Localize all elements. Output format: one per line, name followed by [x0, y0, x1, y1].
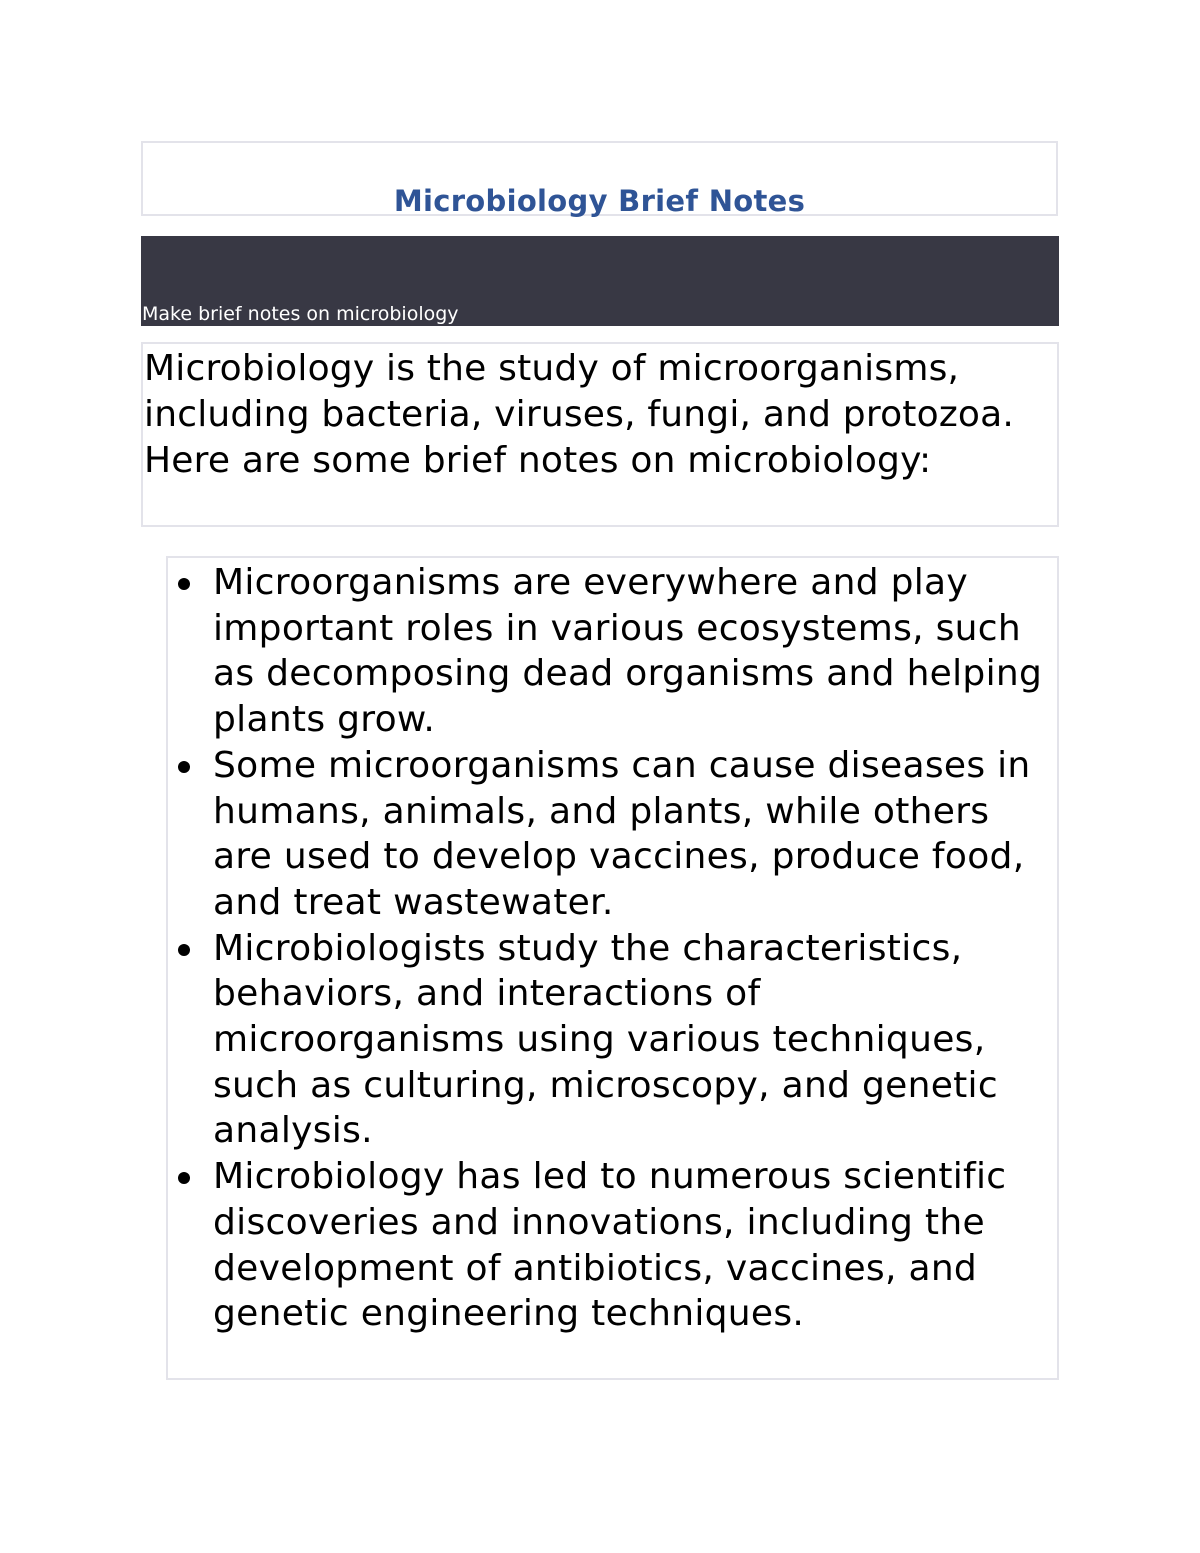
document-title: Microbiology Brief Notes: [393, 184, 806, 218]
bullet-icon: [178, 944, 190, 956]
list-item: [168, 1154, 1057, 1337]
prompt-text: Make brief notes on microbiology: [142, 303, 459, 325]
bullet-icon: [178, 578, 190, 590]
list-item: [168, 743, 1057, 926]
list-item: [168, 926, 1057, 1155]
list-item: [168, 560, 1057, 743]
notes-box: [166, 556, 1059, 1380]
intro-box: [141, 342, 1059, 527]
intro-paragraph: Microbiology is the study of microorganisms, including bacteria, viruses, fungi, and protozoa. Here are some brief notes on microbiology:: [144, 348, 1015, 481]
title-box: [141, 141, 1058, 216]
note-text: Microbiologists study the characteristics, behaviors, and interactions of microorganisms using various techniques, such as culturing, microscopy, and genetic analysis.: [213, 927, 998, 1152]
note-text: Some microorganisms can cause diseases in humans, animals, and plants, while others are used to develop vaccines, produce food, and treat wastewater.: [213, 744, 1031, 923]
note-text: Microorganisms are everywhere and play important roles in various ecosystems, such as decomposing dead organisms and helping plants grow.: [213, 562, 1043, 741]
notes-list: [168, 558, 1057, 1337]
note-text: Microbiology has led to numerous scientific discoveries and innovations, including the development of antibiotics, vaccines, and genetic engineering techniques.: [213, 1156, 1007, 1335]
prompt-banner: [141, 236, 1059, 326]
bullet-icon: [178, 1172, 190, 1184]
bullet-icon: [178, 761, 190, 773]
